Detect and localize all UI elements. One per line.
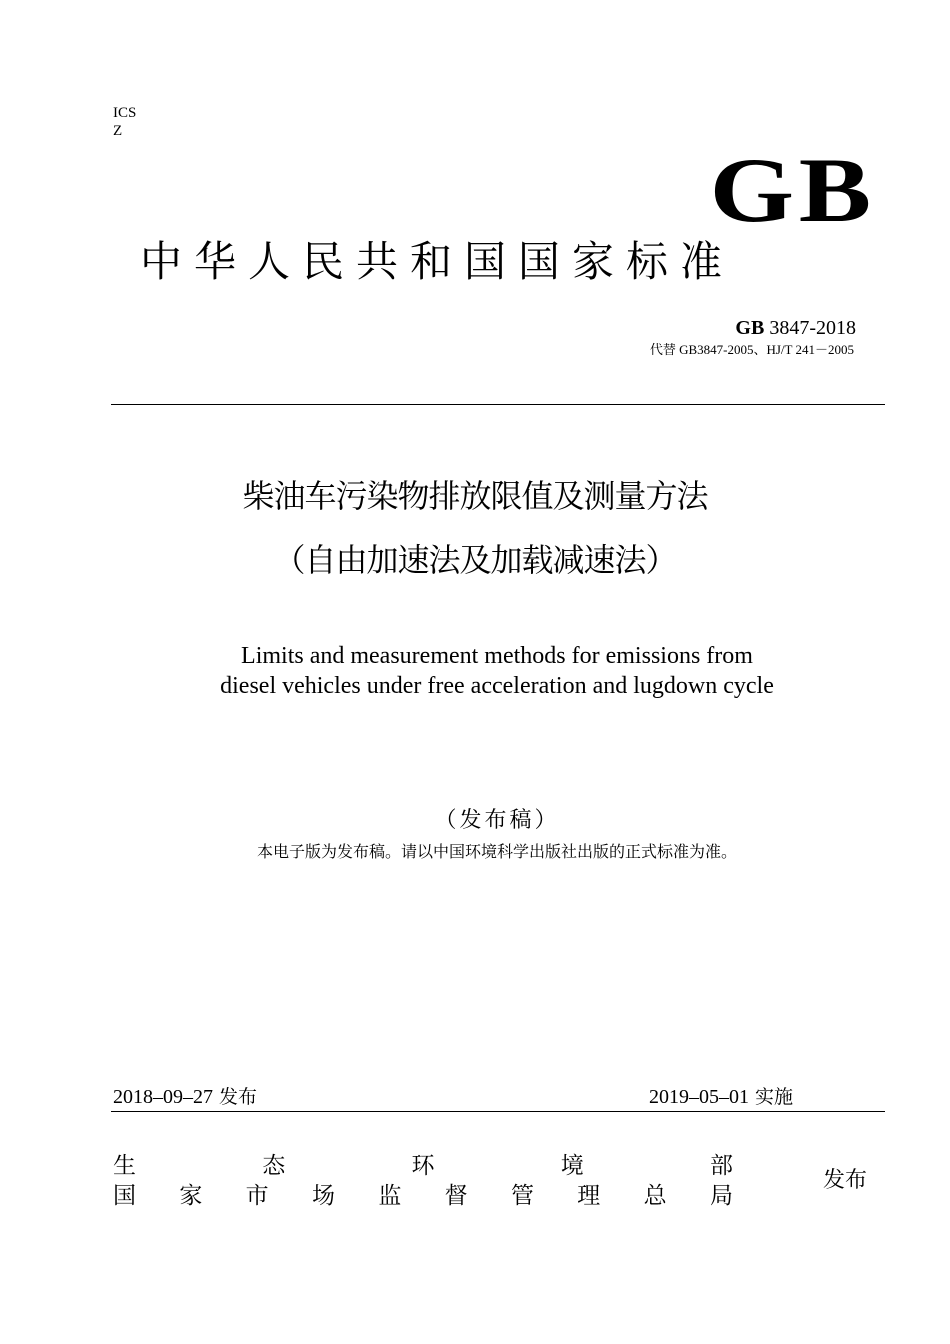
org2-char: 监: [378, 1183, 402, 1209]
draft-label: （发布稿）: [434, 807, 560, 832]
ics-block: [113, 104, 136, 140]
standard-code: 3847-2018: [764, 317, 856, 339]
replaces-note: 代替 GB3847-2005、HJ/T 241－2005: [649, 342, 854, 357]
draft-note: 本电子版为发布稿。请以中国环境科学出版社出版的正式标准为准。: [256, 842, 737, 861]
issuer-org1: [113, 1151, 733, 1181]
org2-char: 理: [577, 1183, 601, 1209]
org2-char: 总: [643, 1183, 667, 1209]
publish-word: 发布: [213, 1086, 258, 1108]
issue-label: 发布: [823, 1168, 868, 1193]
title-en-line1: Limits and measurement methods for emissions from: [241, 643, 753, 669]
org1-char: 境: [560, 1153, 584, 1179]
classification-label: Z: [113, 123, 123, 139]
org1-char: 态: [262, 1153, 286, 1179]
org2-char: 国: [113, 1183, 136, 1209]
org1-char: 生: [113, 1153, 136, 1179]
top-divider: [111, 404, 885, 405]
country-standard-title: 中华人民共和国国家标准: [140, 237, 735, 286]
org1-char: 部: [710, 1153, 733, 1179]
ics-label: ICS: [113, 105, 137, 121]
standard-number: [735, 316, 856, 340]
gb-logo: GB: [709, 139, 876, 241]
org2-char: 督: [444, 1183, 468, 1209]
org2-char: 市: [245, 1183, 269, 1209]
effective-word: 实施: [749, 1086, 794, 1108]
publish-date: [113, 1084, 257, 1110]
title-zh-line2: （自由加速法及加载减速法）: [273, 541, 677, 579]
org2-char: 家: [179, 1183, 203, 1209]
issuer-org2: [113, 1181, 733, 1211]
effective-date: [649, 1084, 793, 1110]
org2-char: 局: [709, 1183, 733, 1209]
title-en-line2: diesel vehicles under free acceleration and lugdown cycle: [220, 673, 774, 699]
standard-prefix: GB: [735, 317, 765, 339]
org2-char: 管: [510, 1183, 534, 1209]
title-zh-line1: 柴油车污染物排放限值及测量方法: [242, 477, 708, 515]
bottom-divider: [111, 1111, 885, 1112]
effective-date-value: 2019–05–01: [649, 1086, 749, 1108]
org2-char: 场: [311, 1183, 335, 1209]
publish-date-value: 2018–09–27: [113, 1086, 213, 1108]
org1-char: 环: [411, 1153, 435, 1179]
